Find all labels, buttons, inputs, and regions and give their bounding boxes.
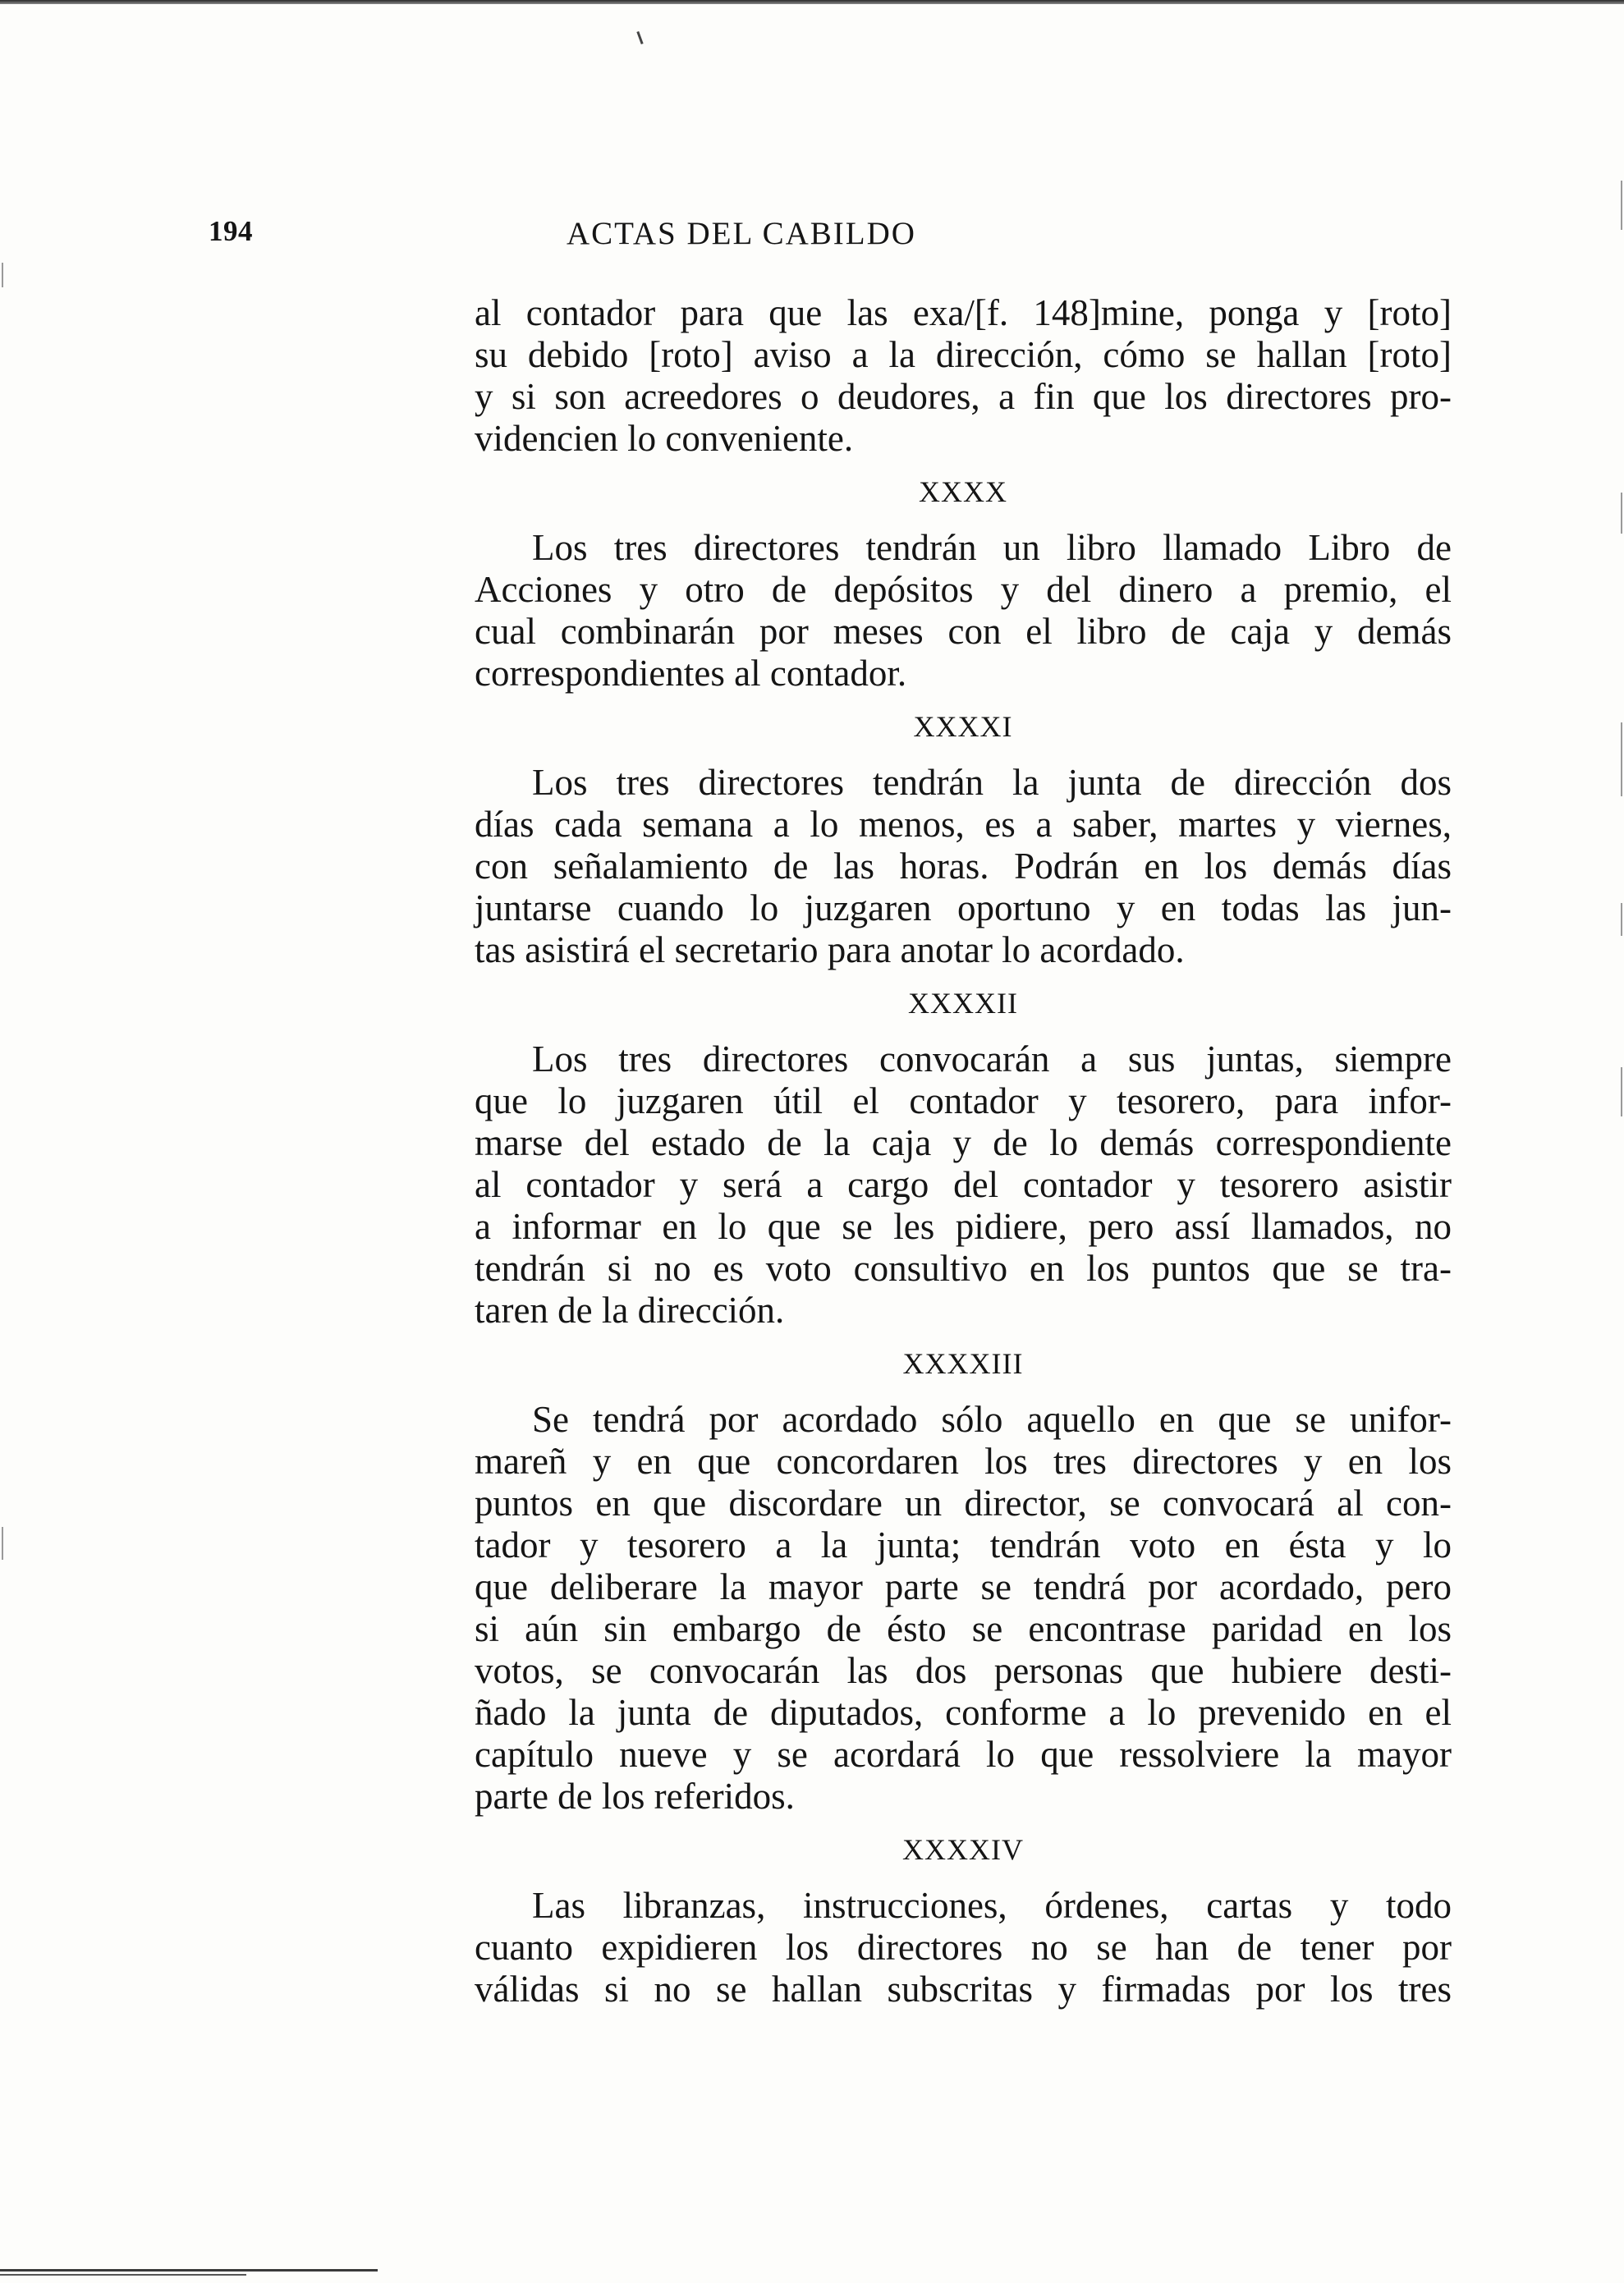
text-line: Los tres directores tendrán un libro llamado Libro de <box>532 527 1452 568</box>
section-heading: XXXXII <box>908 987 1018 1020</box>
text-line: marse del estado de la caja y de lo demás correspondiente <box>475 1122 1452 1163</box>
section-heading: XXXXIII <box>902 1347 1024 1380</box>
text-line: al contador para que las exa/[f. 148]mine, ponga y [roto] <box>475 292 1452 333</box>
text-line: que deliberare la mayor parte se tendrá por acordado, pero <box>475 1566 1452 1607</box>
scan-margin-mark <box>1621 1067 1622 1116</box>
text-block <box>475 292 1452 2010</box>
paragraph <box>475 527 1452 695</box>
text-line: correspondientes al contador. <box>475 653 907 694</box>
text-line: parte de los referidos. <box>475 1776 795 1817</box>
text-line: si aún sin embargo de ésto se encontrase paridad en los <box>475 1608 1452 1649</box>
scan-bottom-edge <box>0 2269 378 2272</box>
scan-margin-mark <box>1621 181 1622 230</box>
scan-margin-mark <box>1621 493 1622 534</box>
text-line: capítulo nueve y se acordará lo que ressolviere la mayor <box>475 1734 1452 1775</box>
text-line: mareñ y en que concordaren los tres directores y en los <box>475 1441 1452 1482</box>
paragraph <box>475 1885 1452 2010</box>
text-line: y si son acreedores o deudores, a fin que los directores pro- <box>475 376 1452 417</box>
scan-bottom-edge <box>0 2274 246 2276</box>
text-line: puntos en que discordare un director, se convocará al con- <box>475 1483 1452 1524</box>
running-head: ACTAS DEL CABILDO <box>567 216 916 251</box>
text-line: días cada semana a lo menos, es a saber, martes y viernes, <box>475 804 1452 845</box>
text-line: juntarse cuando lo juzgaren oportuno y en todas las jun- <box>475 887 1452 928</box>
text-line: votos, se convocarán las dos personas que hubiere desti- <box>475 1650 1452 1691</box>
text-line: Se tendrá por acordado sólo aquello en que se unifor- <box>532 1399 1452 1440</box>
paragraph <box>475 292 1452 460</box>
text-line: Los tres directores tendrán la junta de dirección dos <box>532 762 1452 803</box>
text-line: al contador y será a cargo del contador y tesorero asistir <box>475 1164 1452 1205</box>
scan-margin-mark <box>2 263 3 287</box>
text-line: videncien lo conveniente. <box>475 418 854 459</box>
text-line: Las libranzas, instrucciones, órdenes, cartas y todo <box>532 1885 1452 1926</box>
scan-mark <box>636 31 643 44</box>
text-line: cual combinarán por meses con el libro de caja y demás <box>475 611 1452 652</box>
text-line: cuanto expidieren los directores no se han de tener por <box>475 1927 1452 1968</box>
text-line: a informar en lo que se les pidiere, pero assí llamados, no <box>475 1206 1452 1247</box>
text-line: Acciones y otro de depósitos y del dinero a premio, el <box>475 569 1452 610</box>
text-line: tador y tesorero a la junta; tendrán voto en ésta y lo <box>475 1524 1452 1566</box>
section-heading: XXXXI <box>913 710 1013 743</box>
scan-margin-mark <box>1621 903 1622 936</box>
text-line: que lo juzgaren útil el contador y tesorero, para infor- <box>475 1080 1452 1121</box>
paragraph <box>475 762 1452 971</box>
section-heading: XXXXIV <box>902 1833 1024 1866</box>
text-line: ñado la junta de diputados, conforme a lo prevenido en el <box>475 1692 1452 1733</box>
text-line: taren de la dirección. <box>475 1290 785 1331</box>
text-line: con señalamiento de las horas. Podrán en los demás días <box>475 846 1452 887</box>
text-line: tas asistirá el secretario para anotar lo acordado. <box>475 929 1185 970</box>
scan-margin-mark <box>2 1527 3 1560</box>
text-line: tendrán si no es voto consultivo en los puntos que se tra- <box>475 1248 1452 1289</box>
paragraph <box>475 1038 1452 1332</box>
page-number: 194 <box>209 215 253 247</box>
scan-margin-mark <box>1621 722 1622 796</box>
section-heading: XXXX <box>919 475 1007 508</box>
text-line: Los tres directores convocarán a sus juntas, siempre <box>532 1038 1452 1080</box>
paragraph <box>475 1399 1452 1818</box>
text-line: válidas si no se hallan subscritas y firmadas por los tres <box>475 1969 1452 2010</box>
scan-top-edge <box>0 0 1624 4</box>
text-line: su debido [roto] aviso a la dirección, cómo se hallan [roto] <box>475 334 1452 375</box>
